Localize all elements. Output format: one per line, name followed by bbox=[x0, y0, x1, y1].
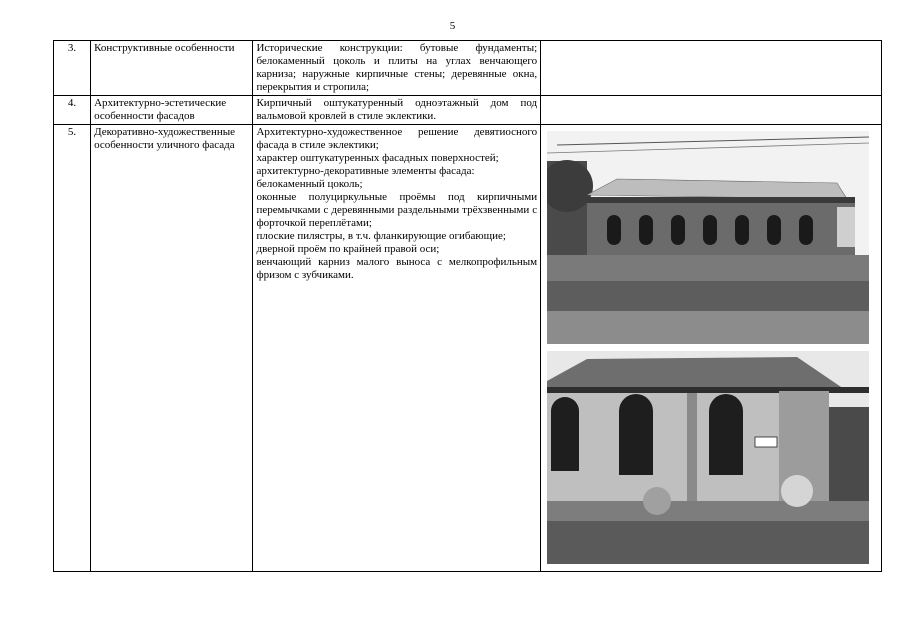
photo-cell bbox=[541, 96, 882, 125]
description-paragraph: венчающий карниз малого выноса с мелкопрофильным фризом с зубчиками. bbox=[256, 256, 538, 281]
description-paragraph: белокаменный цоколь; bbox=[256, 178, 363, 190]
passport-table bbox=[53, 40, 882, 572]
table-row bbox=[54, 96, 882, 125]
description-paragraph: характер оштукатуренных фасадных поверхностей; bbox=[256, 152, 499, 164]
attribute-name: Декоративно-художественные особенности уличного фасада bbox=[91, 125, 253, 572]
photo-facade-closeup bbox=[547, 351, 869, 564]
attribute-description bbox=[253, 96, 541, 125]
attribute-description bbox=[253, 41, 541, 96]
attribute-name: Архитектурно-эстетические особенности фасадов bbox=[91, 96, 253, 125]
attribute-name: Конструктивные особенности bbox=[91, 41, 253, 96]
page-number: 5 bbox=[449, 20, 456, 32]
row-number: 3. bbox=[54, 41, 91, 96]
table-row bbox=[54, 41, 882, 96]
attribute-description bbox=[253, 125, 541, 572]
row-number: 4. bbox=[54, 96, 91, 125]
row-number: 5. bbox=[54, 125, 91, 572]
description-paragraph: дверной проём по крайней правой оси; bbox=[256, 243, 440, 255]
description-paragraph: архитектурно-декоративные элементы фасада: bbox=[256, 165, 475, 177]
photo-facade-closeup-icon bbox=[547, 351, 869, 564]
description-paragraph: оконные полуциркульные проёмы под кирпичными перемычками с деревянными раздельными трёхзвенными с форточкой переплётами; bbox=[256, 191, 538, 229]
photo-facade-general-view bbox=[547, 131, 869, 344]
description-paragraph: Кирпичный оштукатуренный одноэтажный дом под вальмовой кровлей в стиле эклектики. bbox=[256, 97, 538, 122]
photo-facade-general-view-icon bbox=[547, 131, 869, 344]
photo-cell bbox=[541, 125, 882, 572]
table-row bbox=[54, 125, 882, 572]
description-paragraph: плоские пилястры, в т.ч. фланкирующие огибающие; bbox=[256, 230, 506, 242]
description-paragraph: Исторические конструкции: бутовые фундаменты; белокаменный цоколь и плиты на углах венчающего карниза; наружные кирпичные стены; деревянные окна, перекрытия и стропила; bbox=[256, 42, 538, 93]
photo-cell bbox=[541, 41, 882, 96]
description-paragraph: Архитектурно-художественное решение девятиосного фасада в стиле эклектики; bbox=[256, 126, 538, 151]
